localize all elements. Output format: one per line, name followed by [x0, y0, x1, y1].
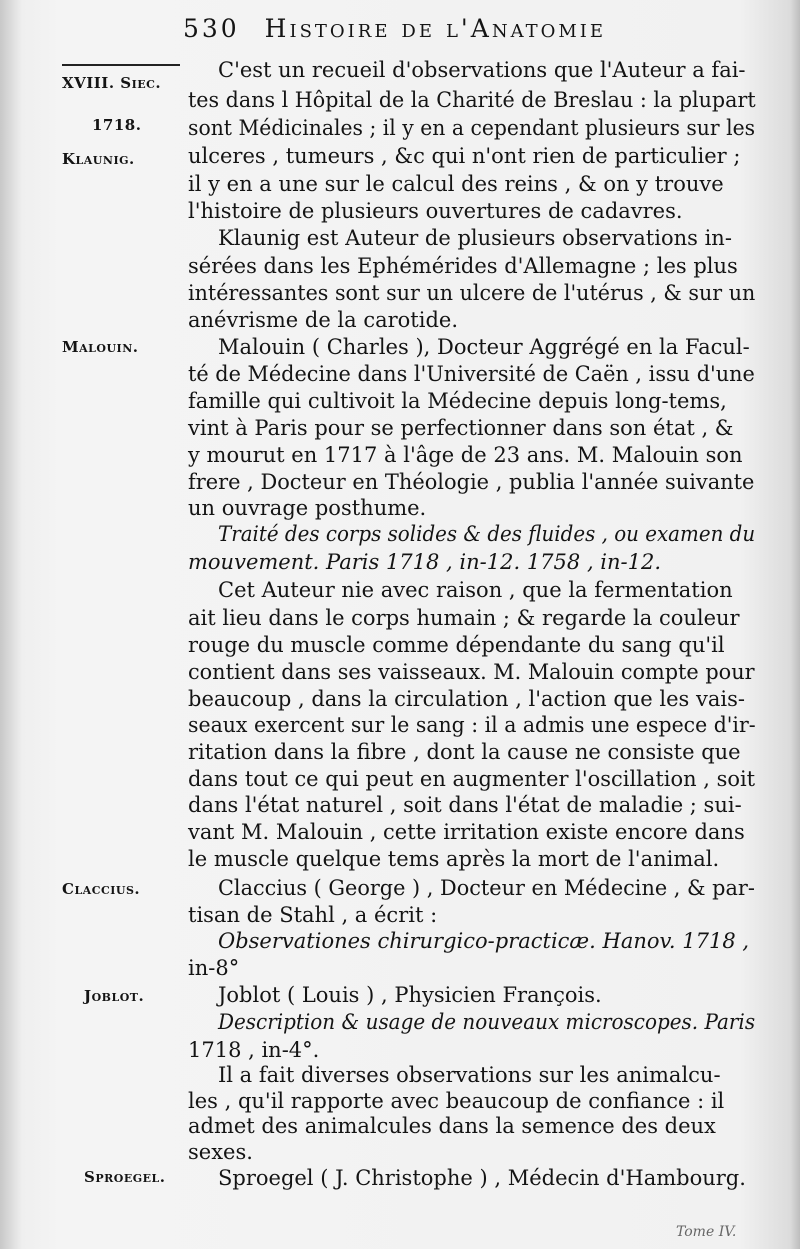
text-line: il y en a une sur le calcul des reins , & on y trouve [188, 172, 724, 196]
text-line: intéressantes sont sur un ulcere de l'utérus , & sur un [188, 281, 756, 305]
text-line: Joblot ( Louis ) , Physicien François. [218, 983, 602, 1007]
text-line: C'est un recueil d'observations que l'Auteur a fai- [218, 58, 746, 82]
text-line: Il a fait diverses observations sur les animalcu- [218, 1063, 721, 1087]
margin-note-sproegel: Sproegel. [84, 1168, 166, 1186]
text-line: l'histoire de plusieurs ouvertures de cadavres. [188, 199, 683, 223]
text-line: Cet Auteur nie avec raison , que la fermentation [218, 578, 733, 602]
text-line: vint à Paris pour se perfectionner dans son état , & [188, 416, 734, 440]
text-line: 1718 , in-4°. [188, 1038, 320, 1062]
margin-note-year: 1718. [92, 116, 142, 134]
book-title-line: Observationes chirurgico-practicæ. Hanov. 1718 , [218, 929, 750, 953]
text-line: admet des animalcules dans la semence des deux [188, 1114, 716, 1138]
text-line: rouge du muscle comme dépendante du sang qu'il [188, 633, 725, 657]
text-line: sont Médicinales ; il y en a cependant plusieurs sur les [188, 116, 756, 140]
header-rule [62, 64, 180, 66]
text-line: dans l'état naturel , soit dans l'état de maladie ; sui- [188, 793, 742, 817]
text-line: ulceres , tumeurs , &c qui n'ont rien de particulier ; [188, 144, 741, 168]
text-line: Claccius ( George ) , Docteur en Médecine , & par- [218, 876, 755, 900]
text-line: ritation dans la fibre , dont la cause ne consiste que [188, 740, 741, 764]
text-line: Sproegel ( J. Christophe ) , Médecin d'Hambourg. [218, 1166, 746, 1190]
text-line: anévrisme de la carotide. [188, 308, 459, 332]
text-line: y mourut en 1717 à l'âge de 23 ans. M. Malouin son [188, 443, 743, 467]
text-line: beaucoup , dans la circulation , l'action que les vais- [188, 687, 745, 711]
running-header [183, 14, 606, 43]
text-line: vant M. Malouin , cette irritation existe encore dans [188, 820, 745, 844]
text-line: in-8° [188, 956, 240, 980]
text-line: sexes. [188, 1140, 253, 1164]
text-line: seaux exercent sur le sang : il a admis une espece d'ir- [188, 713, 756, 737]
page-header-title: Histoire de l'Anatomie [264, 14, 607, 43]
text-line: les , qu'il rapporte avec beaucoup de confiance : il [188, 1089, 725, 1113]
margin-note-century: XVIII. Siec. [62, 74, 162, 92]
book-title-line: Description & usage de nouveaux microscopes. Paris [218, 1010, 756, 1034]
text-line: le muscle quelque tems après la mort de l'animal. [188, 847, 720, 871]
text-line: tes dans l Hôpital de la Charité de Breslau : la plupart [188, 88, 756, 112]
margin-note-malouin: Malouin. [62, 338, 139, 356]
text-line: Klaunig est Auteur de plusieurs observations in- [218, 226, 732, 250]
text-line: Malouin ( Charles ), Docteur Aggrégé en la Facul- [218, 335, 750, 359]
bleed-through-note: Tome IV. [676, 1224, 737, 1240]
margin-note-claccius: Claccius. [62, 880, 141, 898]
margin-note-klaunig: Klaunig. [62, 150, 135, 168]
text-line: té de Médecine dans l'Université de Caën , issu d'une [188, 362, 755, 386]
margin-note-joblot: Joblot. [84, 987, 145, 1005]
page-number: 530 [183, 14, 240, 43]
text-line: frere , Docteur en Théologie , publia l'année suivante [188, 470, 755, 494]
text-line: dans tout ce qui peut en augmenter l'oscillation , soit [188, 767, 756, 791]
text-line: un ouvrage posthume. [188, 496, 427, 520]
book-title-line: Traité des corps solides & des fluides , ou examen du [218, 522, 756, 546]
book-title-line: mouvement. Paris 1718 , in-12. 1758 , in-12. [188, 550, 662, 574]
text-line: contient dans ses vaisseaux. M. Malouin compte pour [188, 660, 755, 684]
text-line: ait lieu dans le corps humain ; & regarde la couleur [188, 606, 740, 630]
text-line: famille qui cultivoit la Médecine depuis long-tems, [188, 389, 727, 413]
text-line: tisan de Stahl , a écrit : [188, 903, 438, 927]
text-line: sérées dans les Ephémérides d'Allemagne ; les plus [188, 254, 738, 278]
